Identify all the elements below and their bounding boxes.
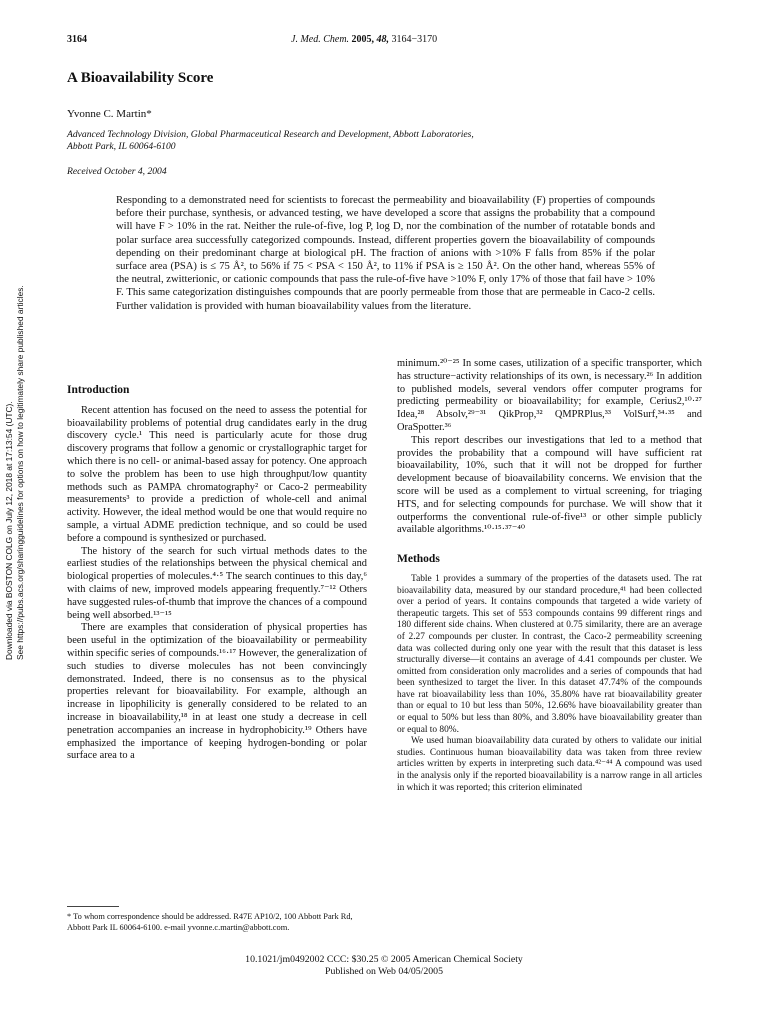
methods-paragraph: Table 1 provides a summary of the properties of the datasets used. The rat bioavailability data, measured by our standard procedure,⁴¹ had been collected over a period of years. It contains compounds that targeted a wide variety of therapeutic targets. This set of 553 compounds contains 99 different rings and 180 different side chains. When clustered at 0.75 similarity, there are an average of 2.27 compounds per cluster. In contrast, the Caco-2 permeability screening data was collected during only one year with the result that this dataset is less structurally diverse—it contains an average of 4.41 compounds per cluster. We omitted from consideration only macrolides and a series of compounds that had been synthesized to target the liver. In this dataset 47.74% of the compounds have rat bioavailability less than 10%, 35.80% have rat bioavailability greater than or equal to 10 but less than 50%, 12.66% have bioavailability greater than or equal to 50% but less than 80%, and 3.80% have bioavailability greater than or equal to 80%. [397, 573, 702, 735]
methods-heading: Methods [397, 553, 440, 566]
download-notice-line: Downloaded via BOSTON COLG on July 12, 2018 at 17:13:54 (UTC). [4, 401, 14, 660]
intro-paragraph: This report describes our investigations that led to a method that provides the probability that a compound will have sufficient rat bioavailability, 10%, such that it will not be dropped for further development because of bioavailability concerns. We envision that the score will be used as a complement to virtual screening, for triaging HTS, and for selecting compounds for purchase. We will show that it outperforms the conventional rule-of-five¹³ or other simple publicly available algorithms.¹⁰·¹⁵·³⁷⁻⁴⁰ [397, 434, 702, 536]
affiliation-line: Advanced Technology Division, Global Pharmaceutical Research and Development, Abbott Laboratories, [67, 129, 474, 140]
intro-continuation: minimum.²⁰⁻²⁵ In some cases, utilization of a specific transporter, which has structure−activity relationships of its own, is necessary.²⁶ In addition to published models, several vendors offer computer programs for predicting permeability or bioavailability; for example, Cerius2,¹⁰·²⁷ Idea,²⁸ Absolv,²⁹⁻³¹ QikProp,³² QMPRPlus,³³ VolSurf,³⁴·³⁵ and OraSpotter.³⁶ [397, 358, 702, 433]
author-name: Yvonne C. Martin* [67, 108, 152, 120]
published-date: Published on Web 04/05/2005 [325, 966, 443, 977]
correspondence-footnote: * To whom correspondence should be addressed. R47E AP10/2, 100 Abbott Park Rd, Abbott Park IL 60064-6100. e-mail yvonne.c.martin@abbott.com. [67, 912, 353, 932]
introduction-heading: Introduction [67, 384, 130, 396]
methods-paragraph: We used human bioavailability data curated by others to validate our initial studies. Continuous human bioavailability data was taken from three review articles written by experts in interpreting such data.⁴²⁻⁴⁴ A compound was used in the analysis only if the reported bioavailability is a narrow range in all articles in which it was reported; this criterion eliminated [397, 736, 702, 793]
left-column [67, 384, 367, 763]
page-number: 3164 [67, 34, 87, 45]
download-notice-line: See https://pubs.acs.org/sharingguidelines for options on how to legitimately share published articles. [15, 285, 25, 660]
page-footer [0, 954, 768, 978]
journal-year: 2005, [351, 34, 375, 45]
article-title: A Bioavailability Score [67, 70, 214, 86]
intro-paragraph: Recent attention has focused on the need to assess the potential for bioavailability problems of potential drug candidates early in the drug discovery cycle.¹ This need is particularly acute for those drug discovery programs that follow a genomic or crystallographic target for which there is no cell- or animal-based assay for potency. One approach to solve the problem has been to use high throughput/low quantity methods such as PAMPA chromatography² or Caco-2 permeability measurements³ to provide a prediction of whole-cell and animal activity. However, the ideal method would be one that would require no sample, a virtual ADME prediction technique, and so could be used before a compound is synthesized or purchased. [67, 404, 367, 544]
author-affiliation [67, 129, 707, 153]
intro-paragraph: There are examples that consideration of physical properties has been useful in the optimization of the bioavailability or permeability within specific series of compounds.¹⁶·¹⁷ However, the generalization of such studies to diverse molecules has not been convincingly demonstrated. Indeed, there is no consensus as to the physical properties relevant for bioavailability. For example, although an increase in lipophilicity is generally considered to be related to an increase in bioavailability,¹⁸ in at least one study a decrease in cell penetration accompanies an increase in hydrophobicity.¹⁹ Others have emphasized the importance of keeping hydrogen-bonding or polar surface area to a [67, 622, 367, 762]
footnote-divider [67, 906, 119, 907]
doi-copyright-line: 10.1021/jm0492002 CCC: $30.25 © 2005 American Chemical Society [245, 954, 523, 965]
right-column [397, 358, 702, 794]
received-date: Received October 4, 2004 [67, 166, 167, 177]
journal-pages: 3164−3170 [391, 34, 438, 45]
methods-body [397, 574, 702, 794]
affiliation-line: Abbott Park, IL 60064-6100 [67, 141, 176, 152]
download-notice [4, 0, 26, 660]
journal-name: J. Med. Chem. [291, 34, 350, 45]
abstract-text: Responding to a demonstrated need for scientists to forecast the permeability and bioavailability (F) properties of compounds before their purchase, synthesis, or advanced testing, we have developed a score that assigns the probability that a compound will have F > 10% in the rat. Neither the rule-of-five, log P, log D, nor the combination of the number of rotatable bonds and polar surface area successfully categorized compounds. Instead, different properties govern the bioavailability of compounds depending on their predominant charge at biological pH. The fraction of anions with >10% F falls from 85% if the polar surface area (PSA) is ≤ 75 Å², to 56% if 75 < PSA < 150 Å², to 11% if PSA is ≥ 150 Å². On the other hand, whereas 55% of the neutral, zwitterionic, or cationic compounds that pass the rule-of-five have >10% F, only 17% of those that fail have > 10% F. This same categorization distinguishes compounds that are poorly permeable from those that are permeable in Caco-2 cells. Further validation is provided with human bioavailability values from the literature. [116, 195, 655, 312]
intro-paragraph: The history of the search for such virtual methods dates to the earliest studies of the relationships between the physical chemical and biological properties of molecules.⁴·⁵ The search continues to this day,⁶ with claims of new, improved models appearing frequently.⁷⁻¹² Others have suggested rules-of-thumb that improve the chances of a compound being well absorbed.¹³⁻¹⁵ [67, 545, 367, 621]
journal-citation [291, 34, 701, 45]
abstract [116, 194, 655, 313]
journal-volume: 48, [376, 34, 390, 45]
